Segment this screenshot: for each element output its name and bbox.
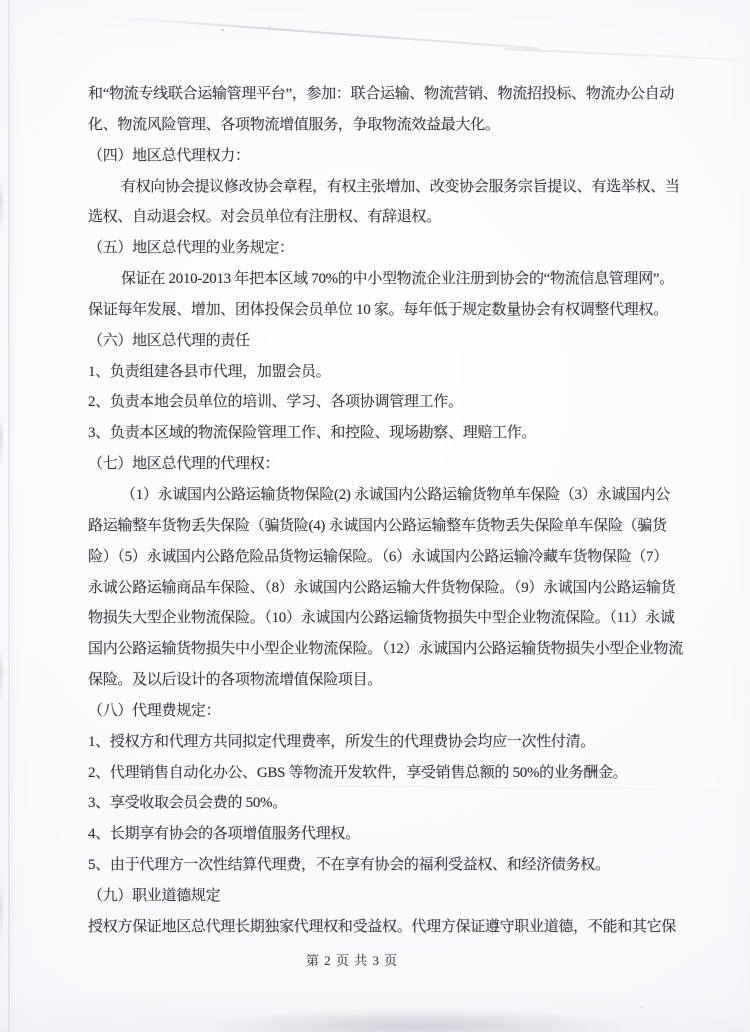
document-line: 物损失大型企业物流保险。（10）永诚国内公路运输货物损失中型企业物流保险。（11）永诚: [88, 610, 675, 627]
list-item-line: 1、负责组建各县市代理，加盟会员。: [88, 363, 331, 380]
scan-left-edge-shading: [0, 0, 3, 1032]
document-line: 授权方保证地区总代理长期独家代理权和受益权。代理方保证遵守职业道德，不能和其它保: [88, 918, 677, 935]
document-line: 路运输整车货物丢失保险（骗货险(4) 永诚国内公路运输整车货物丢失保险单车保险（骗货: [88, 517, 667, 534]
document-line: 保证每年发展、增加、团体投保会员单位 10 家。每年低于规定数量协会有权调整代理权。: [88, 301, 668, 318]
document-line: （1）永诚国内公路运输货物保险(2) 永诚国内公路运输货物单车保险（3）永诚国内公: [121, 486, 670, 503]
section-heading: （六）地区总代理的责任: [88, 332, 250, 349]
document-line: 化、物流风险管理、各项物流增值服务，争取物流效益最大化。: [88, 116, 500, 133]
list-item-line: 4、长期享有协会的各项增值服务代理权。: [88, 826, 360, 843]
list-item-line: 3、享受收取会员会费的 50%。: [88, 795, 287, 812]
document-body: [88, 79, 708, 943]
document-line: 国内公路运输货物损失中小型企业物流保险。（12）永诚国内公路运输货物损失小型企业物流: [88, 641, 683, 658]
list-item-line: 3、负责本区域的物流保险管理工作、和控险、现场勘察、理赔工作。: [88, 425, 537, 442]
document-line: 保险。及以后设计的各项物流增值保险项目。: [88, 672, 383, 689]
paper-crease-top-right: [505, 48, 745, 61]
page-footer: [0, 950, 727, 970]
list-item-line: 2、负责本地会员单位的培训、学习、各项协调管理工作。: [88, 394, 463, 411]
document-line: 和“物流专线联合运输管理平台”，参加：联合运输、物流营销、物流招投标、物流办公自动: [88, 86, 675, 102]
document-line: 永诚公路运输商品车保险、（8）永诚国内公路运输大件货物保险。（9）永诚国内公路运输货: [88, 579, 676, 596]
section-heading: （九）职业道德规定: [88, 887, 221, 904]
page-curl-shadow: [200, 1008, 630, 1032]
list-item-line: 1、授权方和代理方共同拟定代理费率，所发生的代理费协会均应一次性付清。: [88, 733, 596, 750]
document-line: 选权、自动退会权。对会员单位有注册权、有辞退权。: [88, 209, 441, 226]
scan-left-edge-line-2: [12, 0, 13, 1032]
page-number: 第 2 页 共 3 页: [305, 953, 399, 968]
document-line: 有权向协会提议修改协会章程，有权主张增加、改变协会服务宗旨提议、有选举权、当: [121, 178, 680, 195]
paper-crease-top: [110, 16, 539, 49]
document-line: 保证在 2010-2013 年把本区域 70%的中小型物流企业注册到协会的“物流信息管理网”。: [121, 271, 674, 288]
list-item-line: 2、代理销售自动化办公、GBS 等物流开发软件，享受销售总额的 50%的业务酬金。: [88, 764, 628, 781]
list-item-line: 5、由于代理方一次性结算代理费，不在享有协会的福利受益权、和经济债务权。: [88, 857, 610, 874]
scan-speck: [268, 26, 270, 28]
section-heading: （五）地区总代理的业务规定：: [88, 240, 294, 257]
scan-speck: [221, 29, 224, 31]
section-heading: （七）地区总代理的代理权：: [88, 456, 280, 473]
section-heading: （四）地区总代理权力：: [88, 147, 250, 164]
scan-speck: [641, 1006, 644, 1008]
document-line: 险）（5）永诚国内公路危险品货物运输保险。（6）永诚国内公路运输冷藏车货物保险（7）: [88, 548, 668, 565]
scan-left-edge-line: [8, 0, 10, 1032]
section-heading: （八）代理费规定：: [88, 702, 221, 719]
